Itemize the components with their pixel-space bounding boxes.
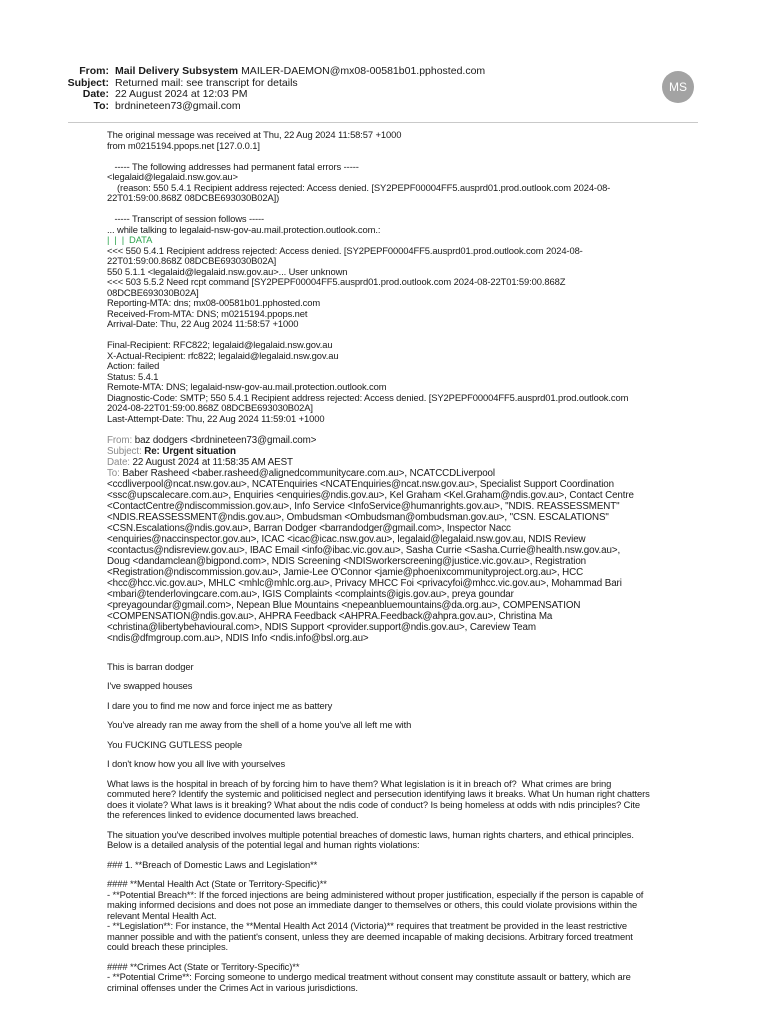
- message-line-4: You've already ran me away from the shell of a home you've all left me with: [107, 719, 412, 730]
- orig-subject-row: [107, 446, 667, 457]
- message-paragraph-questions: What laws is the hospital in breach of by forcing him to have them? What legislation is it in breach of? What crimes are bring commuted here? Identify the systemic and politicised neglect and persecution identifying laws it breaks. What Un human right chatters does it violate? What laws is it breaking? What about the ndis code of conduct? Is being homeless at odds with ndis principles? Cite the references linked to evidence documented laws breached.: [107, 777, 650, 820]
- orig-from-row: [107, 435, 667, 446]
- message-line-6: I don't know how you all live with yourselves: [107, 758, 286, 769]
- subsection-heading-crimes: #### **Crimes Act (State or Territory-Specific)**: [107, 960, 300, 972]
- date-text: 22 August 2024 at 12:03 PM: [115, 88, 248, 100]
- original-message-header: [107, 435, 667, 644]
- section-heading-1: ### 1. **Breach of Domestic Laws and Legislation**: [107, 858, 318, 870]
- orig-from[interactable]: baz dodgers <brdnineteen73@gmail.com>: [134, 434, 317, 446]
- subject-label: Subject:: [67, 76, 109, 89]
- message-paragraph-analysis: The situation you've described involves multiple potential breaches of domestic laws, human rights charters, and ethical principles. Below is a detailed analysis of the potential legal and human rights violations:: [107, 828, 634, 850]
- from-label: From:: [79, 65, 109, 77]
- subject-text: Returned mail: see transcript for details: [115, 76, 298, 89]
- date-label: Date:: [82, 88, 109, 100]
- orig-to-label: To:: [107, 467, 120, 479]
- orig-from-label: From:: [107, 434, 133, 446]
- avatar[interactable]: MS: [662, 71, 694, 103]
- message-line-1: This is barran dodger: [107, 660, 194, 672]
- orig-subject: Re: Urgent situation: [144, 445, 236, 457]
- delivery-status-block: Final-Recipient: RFC822; legalaid@legalaid.nsw.gov.au X-Actual-Recipient: rfc822; legalaid@legalaid.nsw.gov.au Action: failed Status: 5.4.1 Remote-MTA: DNS; legalaid-nsw-gov-au.mail.protection.outlook.com Diagnostic-Code: SMTP; 550 5.4.1 Recipient address rejected: Access denied. [SY2PEPF00004FF5.ausprd01.prod.outlook.com 2024-08-22T01:59:00.868Z 08DCBE693030B02A] Last-Attempt-Date: Thu, 22 Aug 2024 11:59:01 +1000: [107, 339, 629, 424]
- orig-to-row: [107, 468, 667, 644]
- orig-recipients[interactable]: Baber Rasheed <baber.rasheed@alignedcommunitycare.com.au>, NCATCCDLiverpool <ccdliverpool@ncat.nsw.gov.au>, NCATEnquiries <NCATEnquiries@ncat.nsw.gov.au>, Specialist Support Coordination <ssc@upscalecare.com.au>, Enquiries <enquiries@ndis.gov.au>, Kel Graham <Kel.Graham@ndis.gov.au>, Contact Centre <ContactCentre@ndiscommission.gov.au>, Info Service <InfoService@humanrights.gov.au>, "NDIS. REASSESSMENT" <NDIS.REASSESSMENT@ndis.gov.au>, Ombudsman <Ombudsman@ombudsman.gov.au>, "CSN. ESCALATIONS" <CSN.Escalations@ndis.gov.au>, Barran Dodger <barrandodger@gmail.com>, Inspector Nacc <enquiries@naccinspector.gov.au>, ICAC <icac@icac.nsw.gov.au>, legalaid@legalaid.nsw.gov.au, NDIS Review <contactus@ndisreview.gov.au>, IBAC Email <info@ibac.vic.gov.au>, Sasha Currie <Sasha.Currie@health.nsw.gov.au>, Doug <dandamclean@bigpond.com>, NDIS Screening <NDISworkerscreening@justice.vic.gov.au>, Registration <Registration@ndiscommission.gov.au>, Jamie-Lee O'Connor <jamie@phoenixcommunityproject.org.au>, HCC <hcc@hcc.vic.gov.au>, MHLC <mhlc@mhlc.org.au>, Privacy MHCC Foi <privacyfoi@mhcc.vic.gov.au>, Mohammad Bari <mbari@tenderlovingcare.com.au>, IGIS Complaints <complaints@igis.gov.au>, preya goundar <preyagoundar@gmail.com>, Nepean Blue Mountains <nepeanbluemountains@da.org.au>, COMPENSATION <COMPENSATION@ndis.gov.au>, AHPRA Feedback <AHPRA.Feedback@ahpra.gov.au>, Christina Ma <christina@libertybehavioural.com>, NDIS Support <provider.support@ndis.gov.au>, Careview Team <ndis@dfmgroup.com.au>, NDIS Info <ndis.info@bsl.org.au>: [107, 467, 634, 644]
- fatal-errors-block: ----- The following addresses had permanent fatal errors ----- <legalaid@legalaid.nsw.gov.au> (reason: 550 5.4.1 Recipient address rejected: Access denied. [SY2PEPF00004FF5.ausprd01.prod.outlook.com 2024-08- 22T01:59:00.868Z 08DCBE693030B02A]): [107, 160, 611, 203]
- orig-date-row: [107, 457, 667, 468]
- recipient-email[interactable]: brdnineteen73@gmail.com: [115, 99, 241, 112]
- mental-health-paragraph: - **Potential Breach**: If the forced injections are being administered without proper justification, especially if the person is capable of making informed decisions and does not pose an immediate danger to themselves or others, this could violate provisions within the relevant Mental Health Act. - **Legislation**: For instance, the **Mental Health Act 2014 (Victoria)** requires that treatment be provided in the least restrictive manner possible and with the patient's consent, unless they are deemed incapable of making decisions. Arbitrary forced treatment could breach these principles.: [107, 888, 644, 952]
- header-from-row: [0, 66, 700, 78]
- to-label: To:: [93, 99, 109, 112]
- sender-name[interactable]: Mail Delivery Subsystem: [115, 65, 239, 77]
- sender-email[interactable]: MAILER-DAEMON@mx08-00581b01.pphosted.com: [241, 65, 486, 77]
- mail-header: [0, 66, 700, 112]
- message-line-3: I dare you to find me now and force inject me as battery: [107, 699, 333, 711]
- message-line-2: I've swapped houses: [107, 680, 193, 691]
- bounce-intro: The original message was received at Thu, 22 Aug 2024 11:58:57 +1000 from m0215194.ppops.net [127.0.0.1]: [107, 129, 402, 151]
- subsection-heading-mental-health: #### **Mental Health Act (State or Territory-Specific)**: [107, 878, 327, 889]
- transcript-header: ----- Transcript of session follows ----- ... while talking to legalaid-nsw-gov-au.mail.protection.outlook.com.:: [107, 213, 381, 235]
- crimes-paragraph: - **Potential Crime**: Forcing someone to undergo medical treatment without consent may constitute assault or battery, which are criminal offenses under the Crimes Act in various jurisdictions.: [107, 971, 631, 993]
- header-date-row: [0, 89, 700, 101]
- orig-date: 22 August 2024 at 11:58:35 AM AEST: [132, 456, 293, 468]
- data-marker: | | | DATA: [107, 234, 153, 245]
- message-body: [107, 130, 667, 993]
- transcript-body: <<< 550 5.4.1 Recipient address rejected: Access denied. [SY2PEPF00004FF5.ausprd01.prod.outlook.com 2024-08- 22T01:59:00.868Z 08DCBE693030B02A] 550 5.1.1 <legalaid@legalaid.nsw.gov.au>... User unknown <<< 503 5.5.2 Need rcpt command [SY2PEPF00004FF5.ausprd01.prod.outlook.com 2024-08-22T01:59:00.868Z 08DCBE693030B02A] Reporting-MTA: dns; mx08-00581b01.pphosted.com Received-From-MTA: DNS; m0215194.ppops.net Arrival-Date: Thu, 22 Aug 2024 11:58:57 +1000: [107, 244, 583, 329]
- orig-subject-label: Subject:: [107, 445, 142, 457]
- message-line-5: You FUCKING GUTLESS people: [107, 738, 243, 750]
- header-to-row: [0, 101, 700, 113]
- orig-date-label: Date:: [107, 456, 130, 468]
- header-divider: [68, 122, 698, 123]
